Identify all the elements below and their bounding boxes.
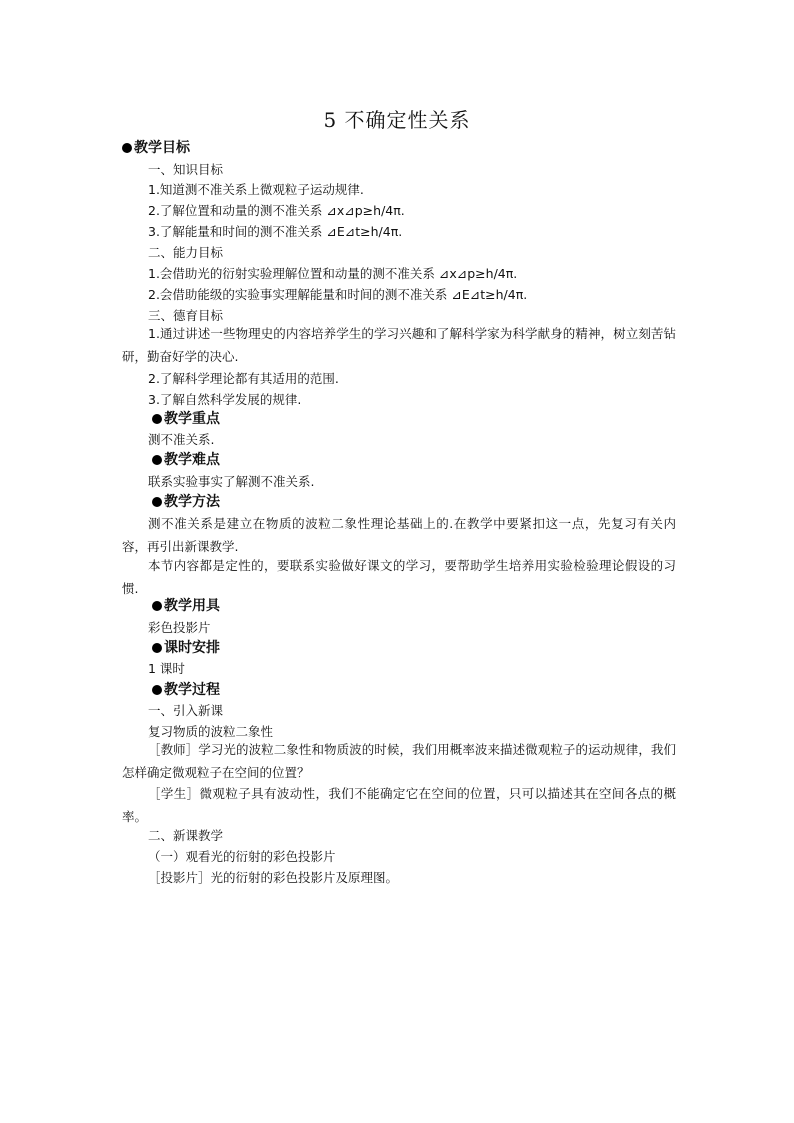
intro-heading: 一、引入新课 bbox=[148, 703, 224, 718]
sub-section-1: （一）观看光的衍射的彩色投影片 bbox=[148, 849, 336, 864]
ability-goal-heading: 二、能力目标 bbox=[148, 245, 224, 260]
key-points-text: 测不准关系. bbox=[148, 432, 215, 447]
document-title: 5 不确定性关系 bbox=[323, 108, 471, 132]
moral-item-1: 1.通过讲述一些物理史的内容培养学生的学习兴趣和了解科学家为科学献身的精神，树立刻苦钻研，勤奋好学的决心. bbox=[122, 326, 676, 364]
difficult-points-text: 联系实验事实了解测不准关系. bbox=[148, 474, 315, 489]
heading-difficult-points: 教学难点 bbox=[152, 452, 220, 468]
moral-item-3: 3.了解自然科学发展的规律. bbox=[148, 392, 302, 407]
teacher-dialogue: ［教师］学习光的波粒二象性和物质波的时候，我们用概率波来描述微观粒子的运动规律，我们怎样确定微观粒子在空间的位置？ bbox=[122, 742, 676, 780]
bullet-icon bbox=[152, 455, 162, 465]
bullet-icon bbox=[152, 414, 162, 424]
heading-teaching-tools: 教学用具 bbox=[152, 598, 220, 614]
ability-item-2: 2.会借助能级的实验事实理解能量和时间的测不准关系 ⊿E⊿t≥h/4π. bbox=[148, 287, 528, 302]
tools-text: 彩色投影片 bbox=[148, 620, 211, 635]
projection-text: ［投影片］光的衍射的彩色投影片及原理图。 bbox=[148, 870, 399, 885]
knowledge-item-2: 2.了解位置和动量的测不准关系 ⊿x⊿p≥h/4π. bbox=[148, 203, 405, 218]
new-lesson-heading: 二、新课教学 bbox=[148, 828, 224, 843]
knowledge-goal-heading: 一、知识目标 bbox=[148, 162, 224, 177]
heading-schedule: 课时安排 bbox=[152, 640, 220, 656]
bullet-icon bbox=[152, 601, 162, 611]
knowledge-item-3: 3.了解能量和时间的测不准关系 ⊿E⊿t≥h/4π. bbox=[148, 224, 403, 239]
bullet-icon bbox=[152, 497, 162, 507]
method-paragraph-2: 本节内容都是定性的，要联系实验做好课文的学习，要帮助学生培养用实验检验理论假设的习惯. bbox=[122, 558, 676, 596]
student-dialogue: ［学生］微观粒子具有波动性，我们不能确定它在空间的位置，只可以描述其在空间各点的概率。 bbox=[122, 786, 676, 824]
moral-goal-heading: 三、德育目标 bbox=[148, 308, 224, 323]
heading-teaching-objectives: 教学目标 bbox=[122, 140, 190, 156]
bullet-icon bbox=[122, 143, 132, 153]
knowledge-item-1: 1.知道测不准关系上微观粒子运动规律. bbox=[148, 182, 364, 197]
schedule-text: 1 课时 bbox=[148, 661, 185, 676]
ability-item-1: 1.会借助光的衍射实验理解位置和动量的测不准关系 ⊿x⊿p≥h/4π. bbox=[148, 266, 518, 281]
heading-key-points: 教学重点 bbox=[152, 411, 220, 427]
moral-item-2: 2.了解科学理论都有其适用的范围. bbox=[148, 371, 339, 386]
heading-teaching-method: 教学方法 bbox=[152, 494, 220, 510]
review-text: 复习物质的波粒二象性 bbox=[148, 724, 274, 739]
heading-teaching-process: 教学过程 bbox=[152, 682, 220, 698]
bullet-icon bbox=[152, 685, 162, 695]
method-paragraph-1: 测不准关系是建立在物质的波粒二象性理论基础上的.在教学中要紧扣这一点，先复习有关内容，再引出新课教学. bbox=[122, 516, 676, 554]
bullet-icon bbox=[152, 643, 162, 653]
